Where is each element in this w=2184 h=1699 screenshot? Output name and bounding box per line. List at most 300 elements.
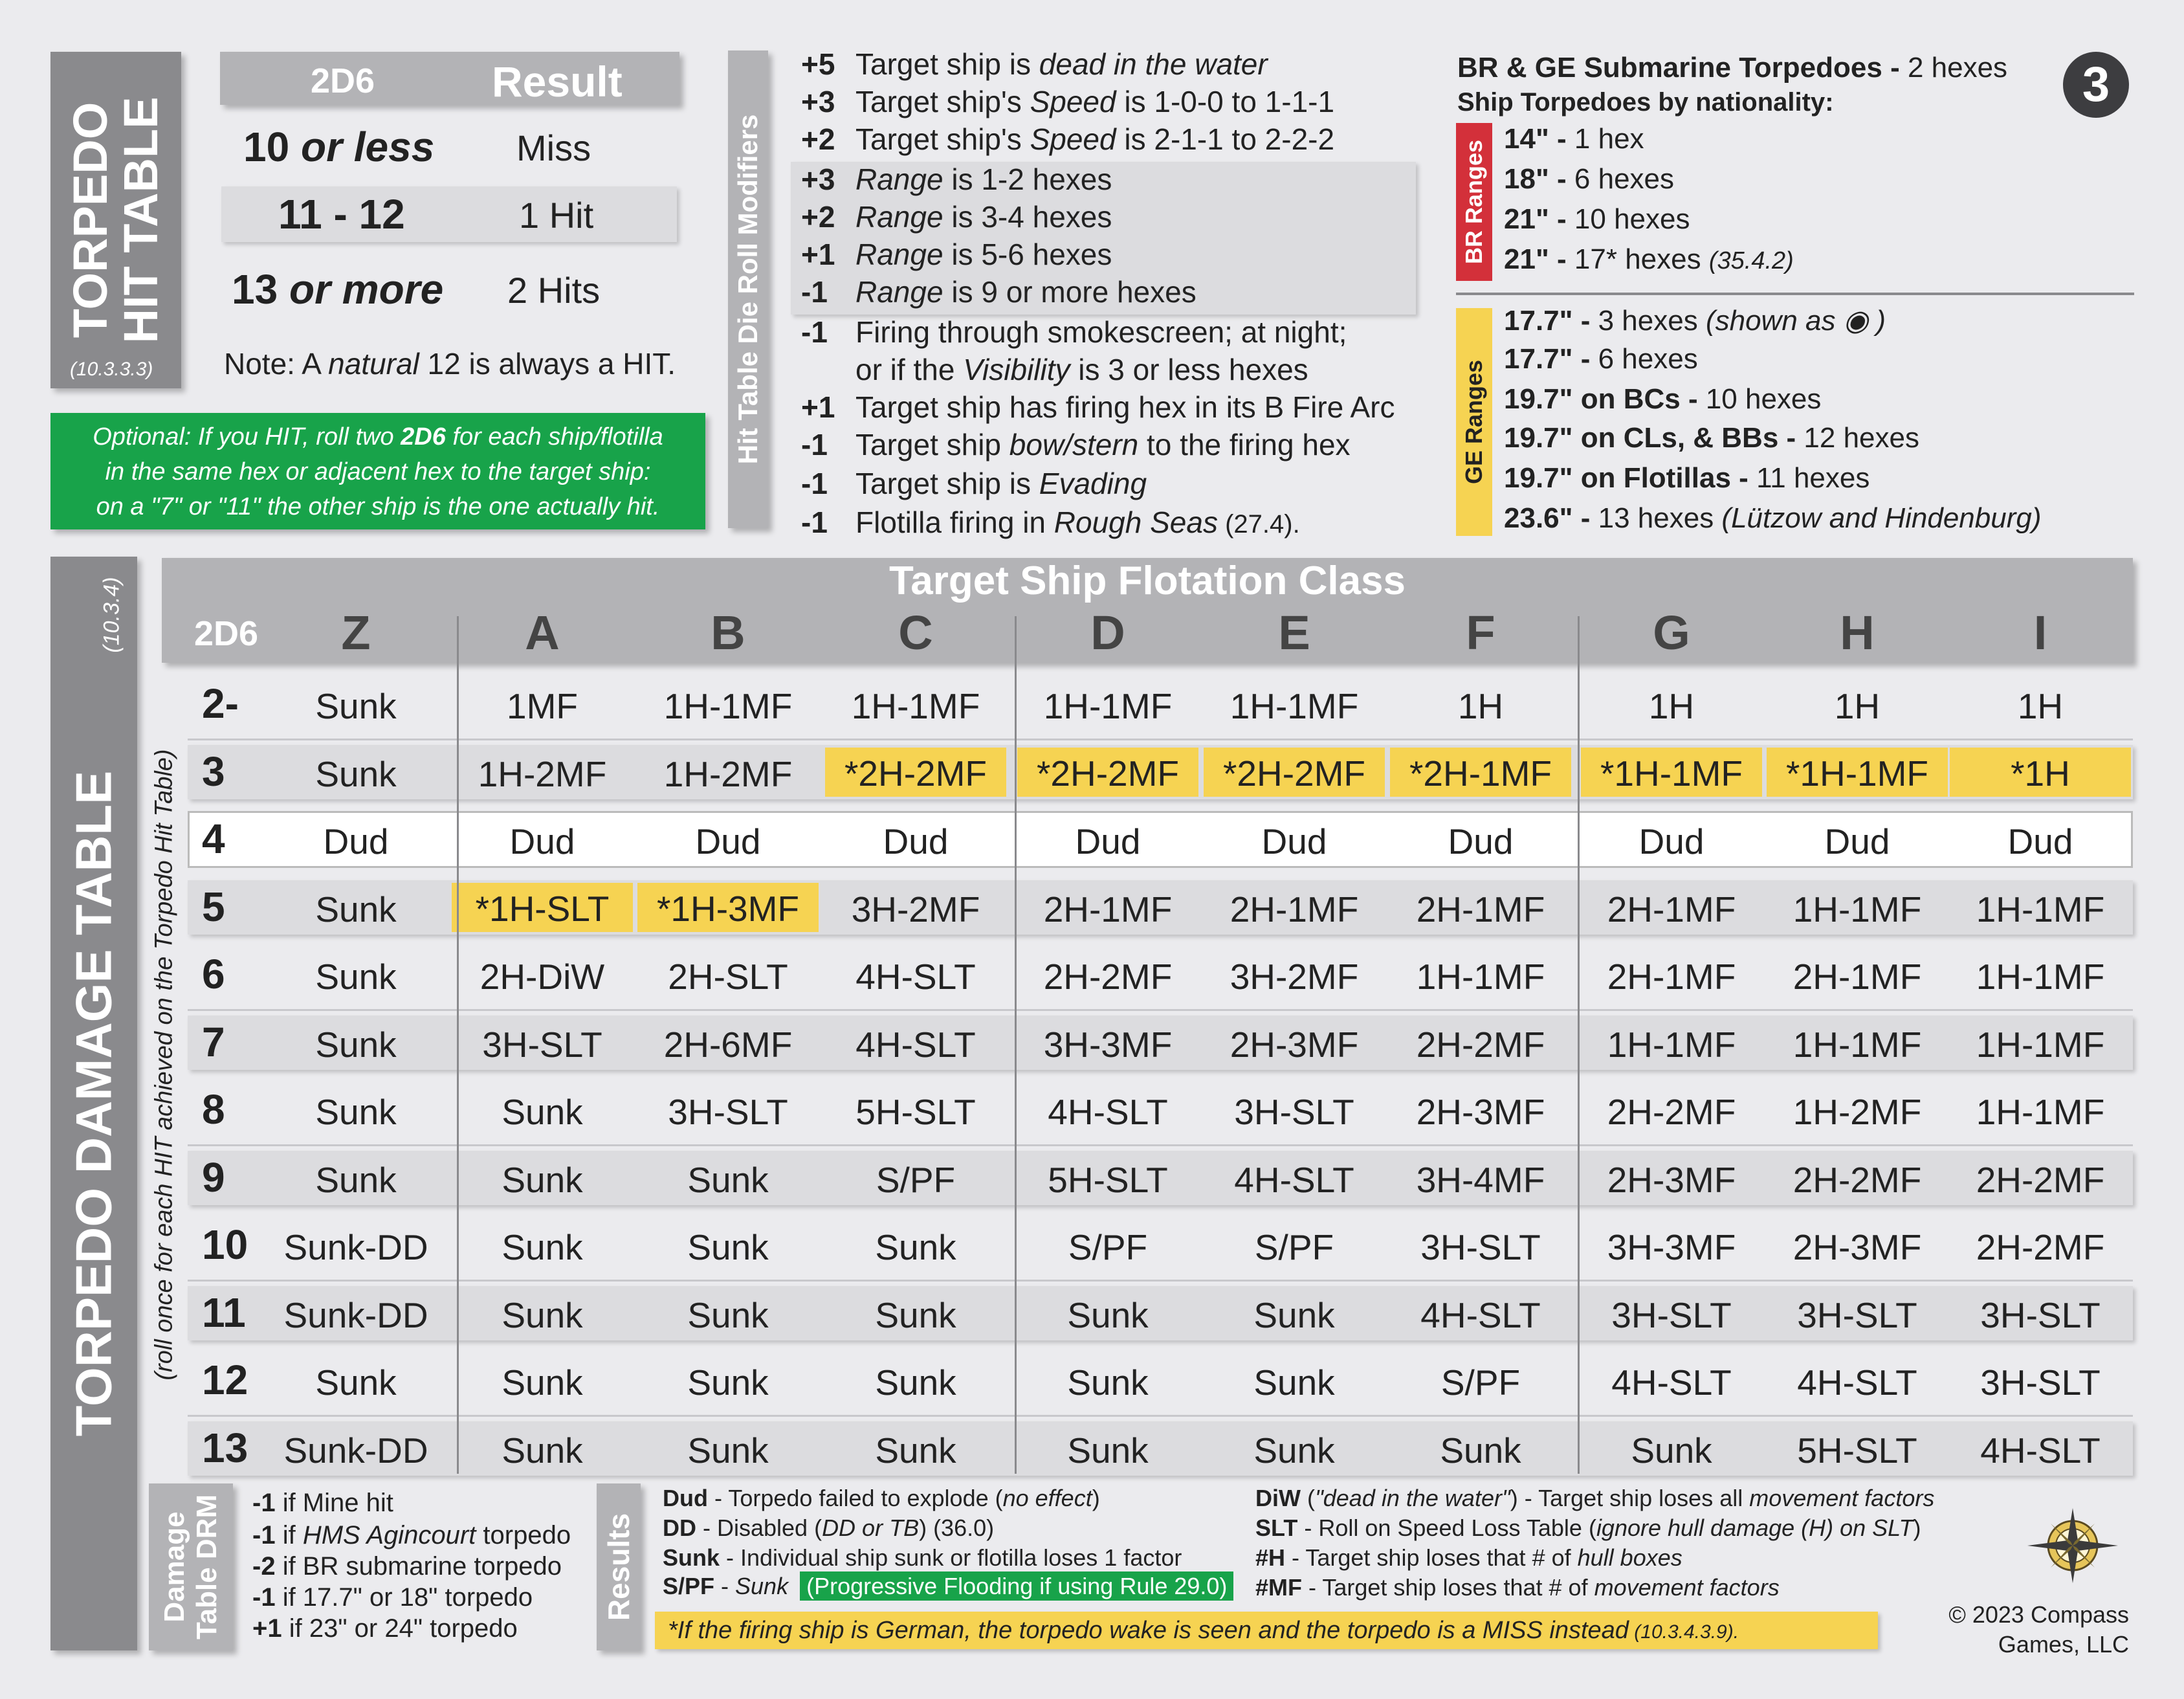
damage-cell: *2H-1MF: [1390, 748, 1571, 797]
result-italic: DD or TB: [822, 1515, 920, 1541]
damage-cell: 1H: [1457, 686, 1504, 726]
results-spf: S/PF - Sunk (Progressive Flooding if using Rule 29.0): [663, 1573, 1233, 1600]
hit-roll-1-rest: or less: [289, 124, 435, 170]
hit-result-3: 2 Hits: [507, 270, 601, 311]
torpedo-range: 6 hexes: [1574, 163, 1675, 195]
drm-text-end: torpedo: [476, 1521, 571, 1549]
drm-italic: HMS Agincourt: [302, 1521, 476, 1549]
torpedo-range: 10 hexes: [1705, 383, 1822, 415]
damage-cell: Dud: [695, 821, 761, 861]
hit-table-header: [220, 52, 679, 105]
modifier-value: +2: [801, 122, 835, 156]
modifier-text: Target ship is: [855, 467, 1039, 500]
br-range-line: [1504, 243, 1794, 276]
modifier-line: [801, 199, 1112, 234]
br-range-line: [1504, 163, 1674, 195]
modifier-line: [801, 162, 1112, 197]
hit-table-title-line1: TORPEDO: [63, 102, 117, 339]
modifiers-label: Hit Table Die Roll Modifiers: [733, 114, 763, 465]
row-roll: 6: [202, 951, 225, 997]
damage-cell: S/PF: [1254, 1227, 1334, 1267]
damage-cell: 4H-SLT: [1980, 1430, 2101, 1471]
damage-side-note: (roll once for each HIT achieved on the Torpedo Hit Table): [150, 749, 178, 1381]
result-text-end: ): [1092, 1485, 1100, 1511]
damage-cell: 1H-1MF: [1976, 957, 2105, 997]
torpedo-size: 19.7" on Flotillas -: [1504, 462, 1757, 494]
damage-cell: 2H-1MF: [1416, 889, 1545, 929]
modifier-text: or if the: [855, 353, 964, 386]
ranges-title: BR & GE Submarine Torpedoes - 2 hexes: [1457, 52, 2008, 83]
column-header-b: B: [711, 606, 745, 660]
damage-cell: Sunk: [315, 1362, 397, 1403]
damage-cell: 4H-SLT: [1420, 1294, 1541, 1335]
torpedo-note: (35.4.2): [1708, 247, 1794, 274]
modifier-line: [801, 237, 1112, 272]
modifier-italic: Range: [855, 275, 943, 309]
br-range-line: [1504, 123, 1644, 155]
damage-cell: 4H-SLT: [1234, 1159, 1354, 1200]
modifier-text: Target ship has firing hex in its B Fire Arc: [855, 390, 1395, 424]
torpedo-note: (Lützow and Hindenburg): [1721, 502, 2042, 534]
hit-roll-2: 11 - 12: [278, 191, 405, 238]
damage-cell: Sunk: [1067, 1362, 1149, 1403]
result-code: DD: [663, 1515, 696, 1541]
damage-cell: 3H-3MF: [1607, 1227, 1736, 1267]
column-header-a: A: [525, 606, 560, 660]
modifier-text: Target ship's: [855, 85, 1030, 118]
drm-label-line1: Damage: [159, 1511, 190, 1623]
damage-cell: 4H-SLT: [1797, 1362, 1917, 1403]
row-roll: 11: [202, 1289, 246, 1336]
hit-table-rule-ref: (10.3.3.3): [70, 359, 153, 380]
modifier-value: +5: [801, 47, 835, 81]
modifier-text-end: is 2-1-1 to 2-2-2: [1116, 122, 1335, 156]
drm-line: [252, 1489, 393, 1518]
damage-cell: Sunk-DD: [283, 1227, 428, 1267]
damage-cell: *2H-2MF: [1204, 748, 1385, 797]
torpedo-range: 6 hexes: [1598, 343, 1698, 375]
modifier-line: [801, 122, 1334, 157]
result-text: - Individual ship sunk or flotilla loses 1 factor: [720, 1544, 1182, 1571]
damage-cell: Sunk: [502, 1430, 583, 1471]
damage-cell: Sunk: [502, 1227, 583, 1267]
damage-cell: Sunk: [1253, 1362, 1335, 1403]
drm-line: [252, 1552, 562, 1581]
ranges-divider: [1456, 293, 2134, 295]
damage-cell: 2H-1MF: [1792, 957, 1922, 997]
modifier-value: +1: [801, 390, 835, 424]
damage-cell: Dud: [323, 821, 389, 861]
damage-cell: Sunk: [315, 1159, 397, 1200]
damage-cell: Sunk: [315, 1024, 397, 1065]
br-range-line: [1504, 203, 1690, 236]
damage-cell: 1H-1MF: [1230, 686, 1359, 726]
damage-cell: 1H-2MF: [478, 753, 607, 794]
optional-line-3: on a "7" or "11" the other ship is the one actually hit.: [96, 493, 660, 520]
modifier-italic: Speed: [1030, 122, 1116, 156]
drm-line: [252, 1614, 518, 1643]
modifier-italic: Evading: [1039, 467, 1147, 500]
row-roll: 5: [202, 883, 225, 930]
progressive-flooding-badge: (Progressive Flooding if using Rule 29.0): [800, 1571, 1233, 1601]
drm-text: if 23" or 24" torpedo: [281, 1614, 518, 1643]
column-header-h: H: [1840, 606, 1875, 660]
damage-table-title: TORPEDO DAMAGE TABLE: [65, 770, 122, 1437]
copyright: [1877, 1600, 2129, 1660]
damage-cell: Sunk-DD: [283, 1430, 428, 1471]
damage-cell: 3H-3MF: [1043, 1024, 1173, 1065]
damage-cell: 1H-1MF: [1607, 1024, 1736, 1065]
result-text-mid: ): [1913, 1515, 1921, 1541]
br-ranges-label-block: [1456, 123, 1492, 281]
damage-cell: 2H-2MF: [1043, 957, 1173, 997]
damage-cell: Sunk: [315, 1092, 397, 1132]
damage-cell: 4H-SLT: [855, 957, 976, 997]
damage-cell: 3H-SLT: [668, 1092, 788, 1132]
result-definition: [1255, 1574, 1780, 1601]
result-text-end: ) (36.0): [919, 1515, 995, 1541]
damage-cell: *2H-2MF: [1017, 748, 1198, 797]
damage-cell: 3H-2MF: [851, 889, 980, 929]
damage-cell: Sunk: [687, 1430, 769, 1471]
row-roll: 7: [202, 1018, 225, 1065]
modifier-text-end: is 3-4 hexes: [943, 200, 1112, 234]
ge-ranges-label: GE Ranges: [1461, 359, 1487, 485]
modifier-italic: bow/stern: [1009, 428, 1139, 461]
damage-cell: Sunk: [1067, 1430, 1149, 1471]
result-code: DiW: [1255, 1485, 1301, 1511]
damage-cell: 1H-2MF: [1792, 1092, 1922, 1132]
torpedo-size: 19.7" on BCs -: [1504, 383, 1706, 415]
damage-cell: 2H-3MF: [1416, 1092, 1545, 1132]
damage-cell: Sunk: [1253, 1430, 1335, 1471]
damage-cell: 3H-SLT: [1234, 1092, 1354, 1132]
damage-cell: *1H-3MF: [637, 883, 819, 932]
damage-cell: *1H: [1950, 748, 2131, 797]
result-code: #MF: [1255, 1574, 1302, 1601]
damage-cell: 2H-1MF: [1607, 889, 1736, 929]
result-italic: movement factors: [1594, 1574, 1780, 1601]
drm-text: if: [275, 1521, 303, 1549]
modifier-value: -1: [801, 505, 828, 539]
damage-cell: 2H-1MF: [1230, 889, 1359, 929]
drm-label-line2: Table DRM: [191, 1494, 223, 1640]
modifier-text: Target ship: [855, 428, 1009, 461]
damage-cell: 3H-SLT: [1980, 1294, 2101, 1335]
damage-cell: 2H-3MF: [1792, 1227, 1922, 1267]
hit-table-title-line2: HIT TABLE: [114, 96, 168, 344]
damage-cell: Sunk: [315, 753, 397, 794]
torpedo-size: 17.7" -: [1504, 343, 1598, 375]
hit-table-note: Note: A natural 12 is always a HIT.: [224, 347, 676, 381]
modifier-value: -1: [801, 315, 828, 349]
damage-cell: Sunk: [687, 1294, 769, 1335]
damage-cell: 1H: [2017, 686, 2064, 726]
modifier-value: +2: [801, 200, 835, 234]
ge-range-line: [1504, 304, 1886, 337]
torpedo-size: 23.6" -: [1504, 502, 1598, 534]
damage-cell: S/PF: [1440, 1362, 1521, 1403]
modifier-line: [801, 390, 1395, 425]
damage-cell: 5H-SLT: [855, 1092, 976, 1132]
damage-cell: 3H-4MF: [1416, 1159, 1545, 1200]
hit-row-3: [232, 265, 685, 317]
damage-cell: Sunk: [875, 1430, 956, 1471]
damage-cell: 2H-1MF: [1607, 957, 1736, 997]
results-label: Results: [602, 1513, 635, 1621]
ge-ranges-label-block: [1456, 308, 1492, 536]
column-header-i: I: [2033, 606, 2047, 660]
modifier-italic: Range: [855, 238, 943, 271]
damage-cell: Dud: [883, 821, 949, 861]
damage-cell: 4H-SLT: [855, 1024, 976, 1065]
result-definition: [1255, 1544, 1682, 1571]
damage-cell: Sunk: [315, 889, 397, 929]
torpedo-note: (shown as ◉ ): [1705, 305, 1886, 337]
hit-roll-3: 13: [232, 266, 278, 313]
modifier-line: [801, 466, 1147, 501]
ranges-subtitle: Ship Torpedoes by nationality:: [1457, 88, 1834, 117]
ge-range-line: [1504, 422, 1919, 454]
damage-cell: 4H-SLT: [1048, 1092, 1168, 1132]
torpedo-size: 21" -: [1504, 203, 1574, 235]
result-definition: [1255, 1515, 1921, 1542]
torpedo-range: 12 hexes: [1803, 422, 1919, 454]
result-text: - Torpedo failed to explode (: [707, 1485, 1003, 1511]
ge-range-line: [1504, 383, 1821, 416]
damage-cell: 2H-2MF: [1792, 1159, 1922, 1200]
damage-cell: 1H-1MF: [1976, 1024, 2105, 1065]
drm-text: if Mine hit: [275, 1489, 393, 1517]
damage-cell: 2H-2MF: [1976, 1227, 2105, 1267]
damage-cell: Dud: [1075, 821, 1141, 861]
torpedo-range: 10 hexes: [1574, 203, 1690, 235]
drm-label-block: [149, 1483, 233, 1650]
german-note: *If the firing ship is German, the torpedo wake is seen and the torpedo is a MISS instead (10.3.4.3.9).: [655, 1612, 1878, 1649]
modifier-text-end: to the firing hex: [1138, 428, 1351, 461]
damage-cell: 1H-1MF: [1416, 957, 1545, 997]
modifier-value: +3: [801, 85, 835, 118]
compass-rose-icon: [2018, 1499, 2128, 1590]
column-header-g: G: [1653, 606, 1690, 660]
damage-cell: Sunk-DD: [283, 1294, 428, 1335]
result-code: Dud: [663, 1485, 708, 1511]
modifier-italic: dead in the water: [1039, 47, 1268, 81]
hit-table-header-2d6: 2D6: [311, 61, 375, 100]
damage-cell: 1H-1MF: [1792, 1024, 1922, 1065]
modifier-italic: Range: [855, 162, 943, 196]
torpedo-range: 11 hexes: [1756, 462, 1870, 494]
drm-line: [252, 1521, 571, 1550]
result-italic: "dead in the water": [1314, 1485, 1510, 1511]
damage-cell: Sunk: [875, 1294, 956, 1335]
torpedo-size: 17.7" -: [1504, 305, 1598, 337]
hit-result-2: 1 Hit: [519, 195, 594, 236]
damage-cell: Sunk: [875, 1362, 956, 1403]
damage-cell: 1H-1MF: [1976, 889, 2105, 929]
result-definition: [663, 1485, 1100, 1512]
damage-cell: 2H-3MF: [1230, 1024, 1359, 1065]
damage-cell: 1H-2MF: [663, 753, 793, 794]
torpedo-size: 18" -: [1504, 163, 1574, 195]
modifier-text: Flotilla firing in: [855, 505, 1054, 539]
damage-cell: Sunk: [315, 957, 397, 997]
drm-text: if BR submarine torpedo: [275, 1552, 562, 1581]
row-roll: 3: [202, 748, 225, 795]
result-text-mid: ) - Target ship loses all: [1510, 1485, 1750, 1511]
damage-cell: *1H-1MF: [1581, 748, 1762, 797]
result-italic: no effect: [1002, 1485, 1092, 1511]
torpedo-size: 21" -: [1504, 243, 1574, 275]
damage-cell: Sunk: [1440, 1430, 1521, 1471]
torpedo-range: 13 hexes: [1598, 502, 1722, 534]
damage-cell: 1H: [1648, 686, 1695, 726]
modifier-italic: Visibility: [963, 353, 1070, 386]
result-definition: [663, 1544, 1182, 1571]
hit-table-header-result: Result: [492, 58, 623, 105]
result-text: - Target ship loses that # of: [1302, 1574, 1594, 1601]
row-roll: 10: [202, 1221, 248, 1268]
damage-cell: 2H-3MF: [1607, 1159, 1736, 1200]
damage-cell: *2H-2MF: [825, 748, 1006, 797]
damage-cell: Dud: [1824, 821, 1890, 861]
damage-cell: 1H-1MF: [663, 686, 793, 726]
hit-table-title-block: [50, 52, 181, 388]
column-header-c: C: [898, 606, 933, 660]
modifier-italic: Rough Seas: [1053, 505, 1218, 539]
result-code: Sunk: [663, 1544, 720, 1571]
modifier-value: +1: [801, 238, 835, 271]
damage-cell: Sunk: [687, 1362, 769, 1403]
modifier-text-end: (27.4).: [1217, 510, 1300, 539]
row-roll: 8: [202, 1086, 225, 1133]
column-group-divider: [457, 616, 459, 1474]
damage-cell: 1H-1MF: [851, 686, 980, 726]
damage-cell: Dud: [509, 821, 575, 861]
hit-result-1: Miss: [516, 128, 591, 168]
damage-cell: 3H-2MF: [1230, 957, 1359, 997]
column-header-e: E: [1278, 606, 1310, 660]
damage-cell: Sunk: [1631, 1430, 1712, 1471]
result-code: SLT: [1255, 1515, 1298, 1541]
modifier-value: -1: [801, 467, 828, 500]
torpedo-range: 1 hex: [1574, 123, 1644, 155]
torpedo-range: 17* hexes: [1574, 243, 1709, 275]
damage-cell: 2H-2MF: [1976, 1159, 2105, 1200]
modifier-text: Firing through smokescreen; at night;: [855, 315, 1347, 349]
row-roll: 12: [202, 1357, 248, 1403]
row-roll: 2-: [202, 680, 239, 727]
column-header-f: F: [1466, 606, 1495, 660]
modifier-value: +3: [801, 162, 835, 196]
drm-value: -2: [252, 1552, 276, 1581]
result-italic: ignore hull damage (H) on SLT: [1596, 1515, 1914, 1541]
modifier-line: [801, 84, 1334, 119]
damage-cell: 2H-6MF: [663, 1024, 793, 1065]
modifier-text-end: is 1-0-0 to 1-1-1: [1116, 85, 1335, 118]
damage-cell: S/PF: [1068, 1227, 1148, 1267]
result-text: - Disabled (: [696, 1515, 822, 1541]
damage-cell: Sunk: [502, 1159, 583, 1200]
modifier-line: [801, 47, 1268, 82]
damage-cell: 1H-1MF: [1792, 889, 1922, 929]
modifier-text-end: is 3 or less hexes: [1070, 353, 1308, 386]
modifier-value: -1: [801, 275, 828, 309]
result-code: #H: [1255, 1544, 1286, 1571]
ge-range-line: [1504, 343, 1698, 375]
modifier-text: Target ship is: [855, 47, 1039, 81]
br-ranges-label: BR Ranges: [1461, 139, 1487, 265]
damage-cell: Dud: [2007, 821, 2073, 861]
hit-row-2: [221, 186, 677, 242]
modifier-text-end: is 1-2 hexes: [943, 162, 1112, 196]
damage-cell: 2H-2MF: [1416, 1024, 1545, 1065]
result-italic: hull boxes: [1577, 1544, 1682, 1571]
optional-line-1: Optional: If you HIT, roll two 2D6 for each ship/flotilla: [93, 423, 663, 450]
modifier-line: [801, 274, 1197, 309]
modifier-line: [801, 352, 1308, 387]
drm-text: if 17.7" or 18" torpedo: [275, 1583, 533, 1612]
result-definition: [1255, 1485, 1934, 1512]
damage-cell: 3H-SLT: [1980, 1362, 2101, 1403]
copyright-line1: © 2023 Compass: [1948, 1601, 2129, 1628]
damage-side-note-wrap: [144, 673, 185, 1456]
row-roll: 13: [202, 1424, 248, 1471]
result-definition: [663, 1515, 994, 1542]
damage-cell: Sunk: [502, 1092, 583, 1132]
result-text: (: [1300, 1485, 1315, 1511]
damage-cell: Sunk: [1067, 1294, 1149, 1335]
damage-cell: 2H-2MF: [1607, 1092, 1736, 1132]
damage-cell: 3H-SLT: [482, 1024, 602, 1065]
ge-range-line: [1504, 462, 1870, 494]
damage-cell: Dud: [1448, 821, 1514, 861]
row-roll: 4: [202, 816, 225, 862]
drm-value: -1: [252, 1583, 276, 1612]
column-header-d: D: [1090, 606, 1125, 660]
column-group-divider: [1578, 616, 1580, 1474]
drm-line: [252, 1583, 533, 1612]
damage-cell: 1H-1MF: [1976, 1092, 2105, 1132]
optional-rule-box: [50, 413, 705, 529]
damage-cell: Dud: [1638, 821, 1704, 861]
damage-cell: 2H-SLT: [668, 957, 788, 997]
damage-cell: Sunk: [687, 1227, 769, 1267]
damage-cell: Sunk: [502, 1294, 583, 1335]
drm-value: -1: [252, 1489, 276, 1517]
damage-cell: Sunk: [502, 1362, 583, 1403]
damage-cell: 2H-1MF: [1043, 889, 1173, 929]
damage-cell: Sunk: [315, 686, 397, 726]
copyright-line2: Games, LLC: [1998, 1631, 2129, 1658]
damage-cell: *1H-SLT: [452, 883, 633, 932]
results-label-block: [597, 1483, 641, 1650]
modifier-line: [801, 315, 1347, 350]
hit-roll-1: 10: [243, 124, 290, 170]
damage-table-title-block: [50, 557, 137, 1650]
damage-table-rule-ref: (10.3.4): [99, 577, 124, 653]
hit-row-1: [241, 123, 668, 175]
class-title: Target Ship Flotation Class: [888, 559, 1406, 603]
damage-cell: 5H-SLT: [1048, 1159, 1168, 1200]
damage-cell: 3H-SLT: [1611, 1294, 1732, 1335]
damage-cell: 2H-DiW: [480, 957, 605, 997]
result-italic-end: movement factors: [1749, 1485, 1935, 1511]
torpedo-range: 3 hexes: [1598, 305, 1706, 337]
damage-cell: 1H: [1834, 686, 1881, 726]
damage-cell: 5H-SLT: [1797, 1430, 1917, 1471]
damage-cell: Sunk: [1253, 1294, 1335, 1335]
